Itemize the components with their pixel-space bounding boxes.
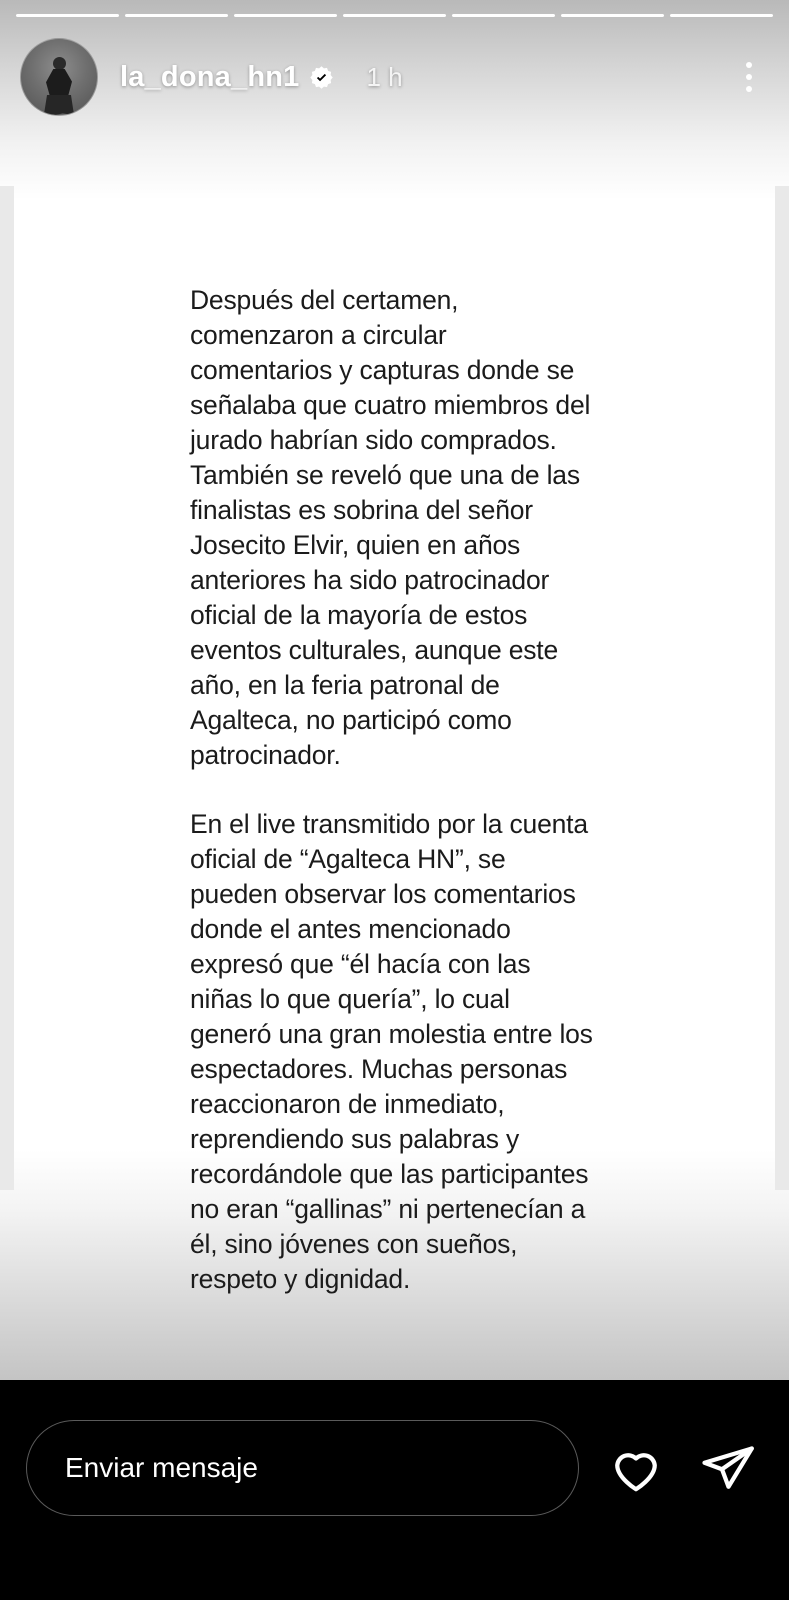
story-reply-bar [0,1380,789,1600]
media-left-edge [0,186,14,1190]
more-options-icon[interactable] [727,49,771,105]
avatar-figure-body [46,69,72,99]
progress-segment[interactable] [343,14,446,17]
progress-segment[interactable] [670,14,773,17]
username-label: la_dona_hn1 [120,60,300,93]
story-paragraph-2: En el live transmitido por la cuenta oficial de “Agalteca HN”, se pueden observar los comentarios donde el antes mencionado expresó que “él hacía con las niñas lo que quería”, lo cual generó una gran molestia entre los espectadores. Muchas personas reaccionaron de inmediato, reprendiendo sus palabras y recordándole que las participantes no eran “gallinas” ni pertenecían a él, sino jóvenes con sueños, respeto y dignidad. [190,809,600,1294]
story-header [0,34,789,120]
avatar-figure-head [53,57,66,70]
story-progress-bar [16,14,773,17]
story-timestamp: 1 h [366,61,403,92]
progress-segment[interactable] [16,14,119,17]
story-paragraph-1: Después del certamen, comenzaron a circular comentarios y capturas donde se señalaba que cuatro miembros del jurado habrían sido comprados. También se reveló que una de las finalistas es sobrina del señor Josecito Elvir, quien en años anteriores ha sido patrocinador oficial de la mayoría de estos eventos culturales, aunque este año, en la feria patronal de Agalteca, no participó como patrocinador. [190,285,598,770]
verified-badge-icon [309,65,334,90]
send-paperplane-icon[interactable] [693,1433,763,1503]
progress-segment[interactable] [234,14,337,17]
account-info[interactable] [120,61,403,94]
progress-segment[interactable] [561,14,664,17]
progress-segment[interactable] [452,14,555,17]
avatar-figure-legs [44,95,74,115]
media-right-edge [775,186,789,1190]
story-text-card [190,283,600,1297]
message-input[interactable] [26,1420,579,1516]
avatar[interactable] [20,38,98,116]
progress-segment[interactable] [125,14,228,17]
heart-icon[interactable] [601,1433,671,1503]
